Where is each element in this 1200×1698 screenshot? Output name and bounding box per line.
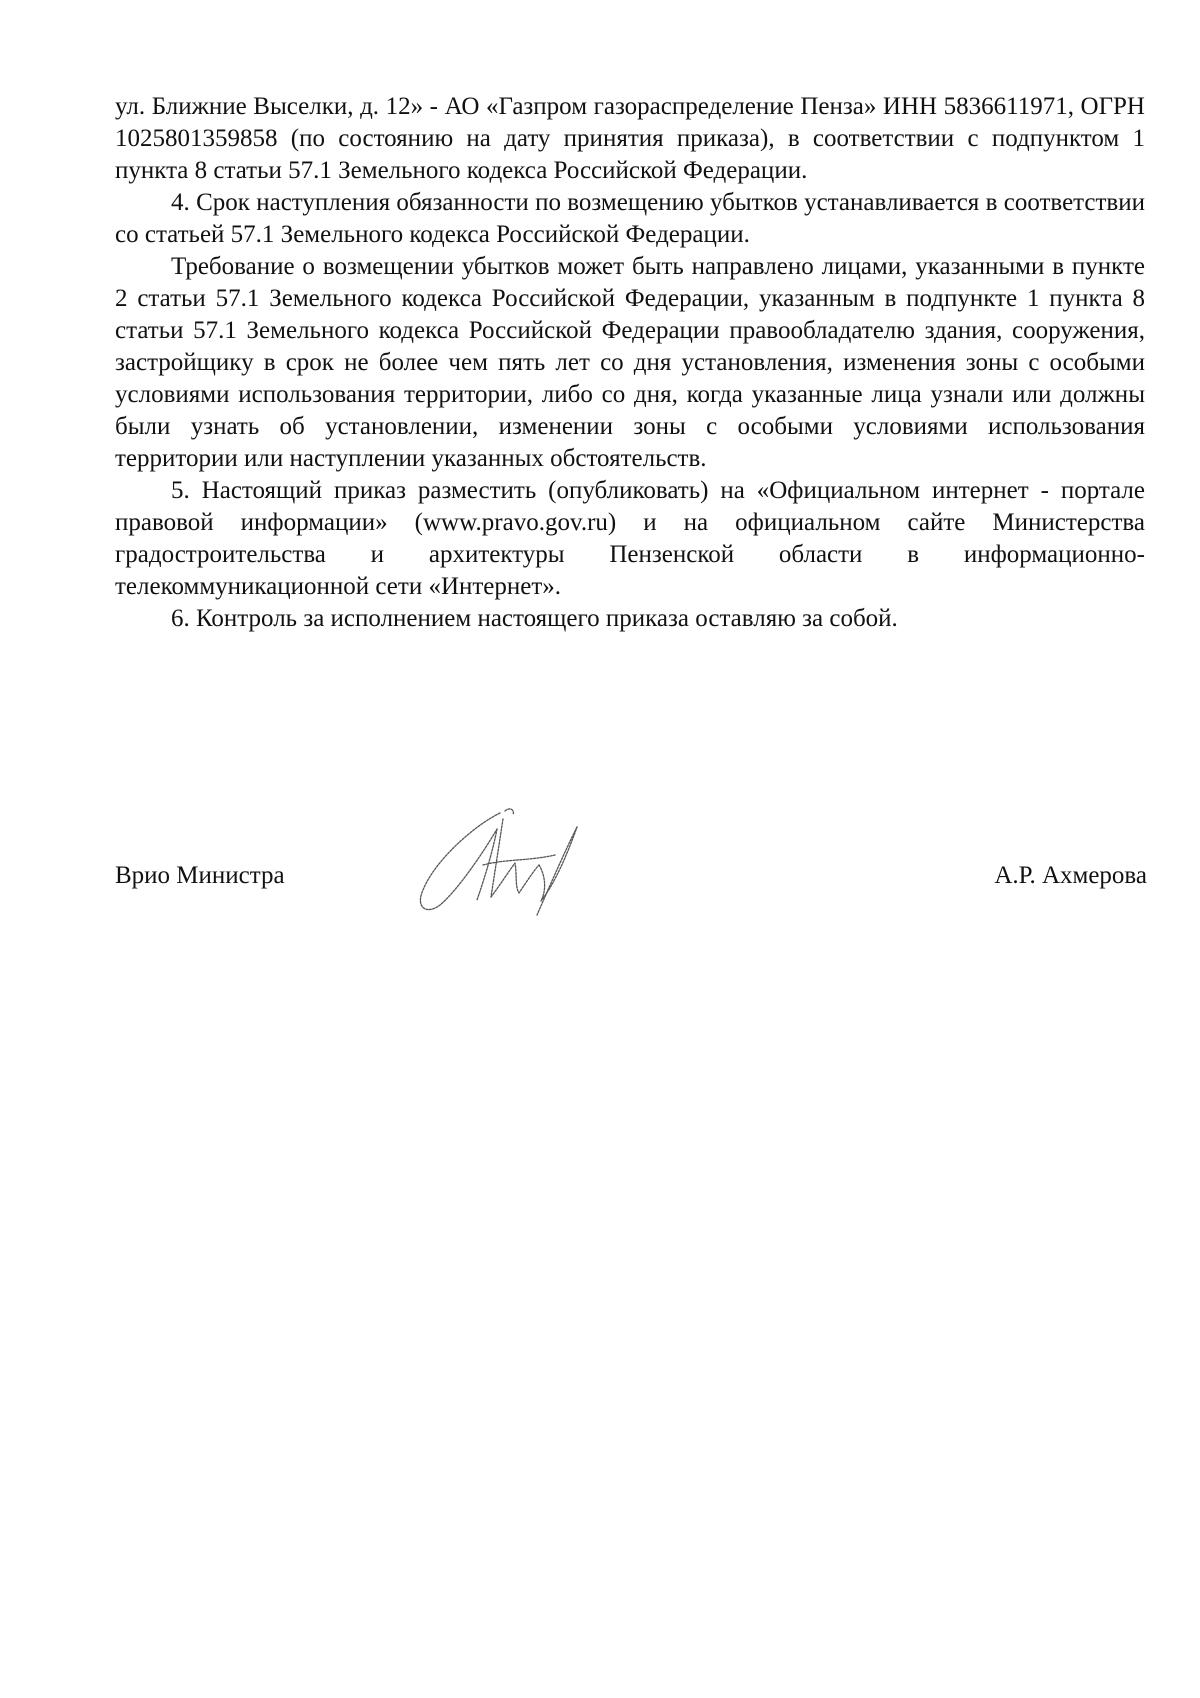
signature-block: [115, 860, 1145, 980]
paragraph-claim-requirement: Требование о возмещении убытков может быть направлено лицами, указанными в пункте 2 статьи 57.1 Земельного кодекса Российской Федерации, указанным в подпункте 1 пункта 8 статьи 57.1 Земельного кодекса Российской Федерации правообладателю здания, сооружения, застройщику в срок не более чем пять лет со дня установления, изменения зоны с особыми условиями использования территории, либо со дня, когда указанные лица узнали или должны были узнать об установлении, изменении зоны с особыми условиями использования территории или наступлении указанных обстоятельств.: [115, 253, 1145, 472]
paragraph-continuation: ул. Ближние Выселки, д. 12» - АО «Газпром газораспределение Пенза» ИНН 5836611971, ОГРН 1025801359858 (по состоянию на дату принятия приказа), в соответствии с подпунктом 1 пункта 8 статьи 57.1 Земельного кодекса Российской Федерации.: [115, 93, 1145, 184]
paragraph-item-6: 6. Контроль за исполнением настоящего приказа оставляю за собой.: [171, 605, 898, 632]
signatory-position: Врио Министра: [115, 862, 285, 889]
paragraph-item-5: 5. Настоящий приказ разместить (опубликовать) на «Официальном интернет - портале правовой информации» (www.pravo.gov.ru) и на официальном сайте Министерства градостроительства и архитектуры Пензенской области в информационно-телекоммуникационной сети «Интернет».: [115, 477, 1145, 600]
paragraph-item-4: 4. Срок наступления обязанности по возмещению убытков устанавливается в соответствии со статьей 57.1 Земельного кодекса Российской Федерации.: [115, 189, 1145, 248]
document-body: [115, 91, 1145, 635]
handwritten-signature-icon: [405, 805, 595, 925]
signatory-name: А.Р. Ахмерова: [994, 862, 1147, 889]
